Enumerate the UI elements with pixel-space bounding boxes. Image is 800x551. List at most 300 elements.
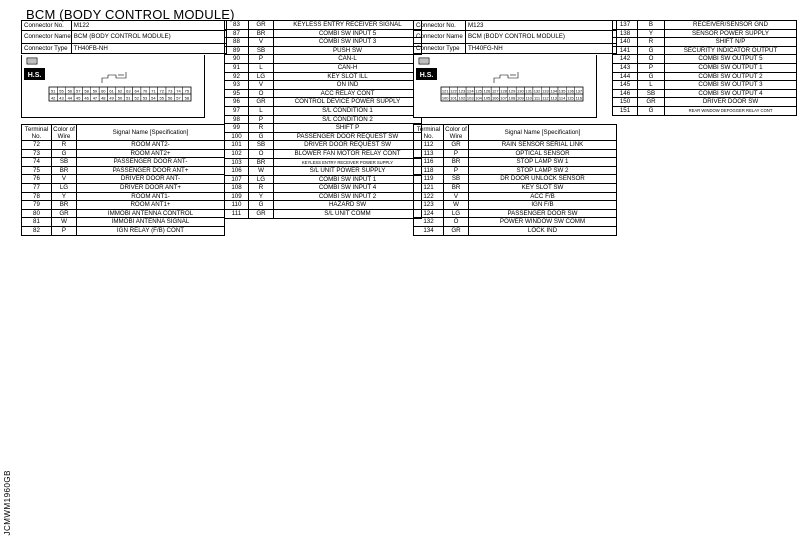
terminal-row <box>22 175 225 184</box>
signal-name: POWER WINDOW SW COMM <box>469 218 617 227</box>
terminal-no: 107 <box>225 175 249 184</box>
svg-text:H.S.: H.S. <box>419 72 434 79</box>
terminal-row <box>22 166 225 175</box>
wire-color: G <box>249 132 274 141</box>
terminal-row <box>414 141 617 150</box>
signal-name: IMMOBI ANTENNA CONTROL <box>77 209 225 218</box>
wire-color: G <box>52 149 77 158</box>
wire-color: W <box>249 167 274 176</box>
pin-number: 129 <box>508 88 516 94</box>
header-signal: Signal Name [Specification] <box>469 125 617 141</box>
pin-number: 135 <box>558 88 566 94</box>
signal-name: S/L UNIT POWER SUPPLY <box>274 167 422 176</box>
wire-color: G <box>249 201 274 210</box>
terminal-no: 123 <box>414 201 444 210</box>
header-color: Color of Wire <box>53 125 75 140</box>
wire-color: V <box>249 81 274 90</box>
terminal-row <box>225 55 422 64</box>
pin-number: 136 <box>567 88 574 94</box>
terminal-row <box>22 201 225 210</box>
header-terminal: Terminal No. <box>414 125 444 141</box>
pin-number: 124 <box>466 88 474 94</box>
terminal-row <box>613 38 797 47</box>
page-title: BCM (BODY CONTROL MODULE) <box>26 7 235 22</box>
wire-color: Y <box>638 29 665 38</box>
terminal-row <box>225 106 422 115</box>
terminal-row <box>22 218 225 227</box>
terminal-row <box>225 46 422 55</box>
terminal-row <box>22 209 225 218</box>
signal-name: BLOWER FAN MOTOR RELAY CONT <box>274 149 422 158</box>
wire-color: P <box>444 166 469 175</box>
connector-face-m123 <box>414 55 596 117</box>
wire-color: SB <box>638 89 665 98</box>
terminal-no: 92 <box>225 72 249 81</box>
pin-number: 48 <box>101 95 106 101</box>
wire-color: P <box>444 149 469 158</box>
pin-number: 59 <box>92 88 98 94</box>
pin-number: 110 <box>525 95 532 101</box>
terminal-no: 93 <box>225 81 249 90</box>
signal-name: PASSENGER DOOR ANT+ <box>77 166 225 175</box>
terminal-row <box>225 124 422 133</box>
terminal-no: 113 <box>414 149 444 158</box>
terminal-no: 76 <box>22 175 52 184</box>
signal-name: COMBI SW OUTPUT 2 <box>665 72 797 81</box>
signal-name: SENSOR POWER SUPPLY <box>665 29 797 38</box>
terminal-table-m123-b <box>612 20 797 116</box>
terminal-row <box>22 158 225 167</box>
pin-number: 75 <box>184 88 190 94</box>
terminal-row <box>22 226 225 235</box>
pin-number: 131 <box>525 88 533 94</box>
terminal-row <box>225 89 422 98</box>
terminal-no: 137 <box>613 21 638 30</box>
signal-name: SECURITY INDICATOR OUTPUT <box>665 46 797 55</box>
signal-name: S/L CONDITION 1 <box>274 106 422 115</box>
signal-name: KEYLESS ENTRY RECEIVER POWER SUPPLY <box>274 158 422 167</box>
pin-number: 126 <box>483 88 491 94</box>
terminal-row <box>613 98 797 107</box>
terminal-no: 121 <box>414 183 444 192</box>
wire-color: P <box>249 55 274 64</box>
signal-name: COMBI SW OUTPUT 4 <box>665 89 797 98</box>
signal-name: IMMOBI ANTENNA SIGNAL <box>77 218 225 227</box>
signal-name: COMBI SW INPUT 2 <box>274 192 422 201</box>
signal-name: COMBI SW INPUT 5 <box>274 29 422 38</box>
terminal-row <box>225 158 422 167</box>
wire-color: GR <box>638 98 665 107</box>
label-connector-name: Connector Name <box>22 31 72 44</box>
terminal-no: 150 <box>613 98 638 107</box>
terminal-no: 80 <box>22 209 52 218</box>
wire-color: O <box>249 89 274 98</box>
pin-number: 54 <box>151 95 156 101</box>
label-connector-no: Connector No. <box>414 21 466 31</box>
terminal-table-m122-a <box>21 124 225 236</box>
pin-number: 107 <box>500 95 507 101</box>
pin-number: 64 <box>134 88 139 94</box>
signal-name: ACC F/B <box>469 192 617 201</box>
wire-color: SB <box>444 175 469 184</box>
terminal-no: 77 <box>22 183 52 192</box>
terminal-row <box>414 218 617 227</box>
terminal-no: 79 <box>22 201 52 210</box>
terminal-no: 118 <box>414 166 444 175</box>
terminal-no: 146 <box>613 89 638 98</box>
pin-number: 51 <box>50 88 56 94</box>
pin-number: 116 <box>575 95 583 101</box>
header-color: Color of Wire <box>445 125 467 140</box>
pin-number: 42 <box>50 95 56 101</box>
wire-color: GR <box>249 210 274 219</box>
pin-number: 105 <box>483 95 491 101</box>
terminal-row <box>225 132 422 141</box>
pin-number: 62 <box>117 88 123 94</box>
terminal-no: 134 <box>414 226 444 235</box>
terminal-no: 145 <box>613 81 638 90</box>
pin-number: 58 <box>184 95 190 101</box>
terminal-row <box>22 192 225 201</box>
terminal-no: 95 <box>225 89 249 98</box>
connector-type-value: TH40FB-NH <box>71 44 226 54</box>
pin-number: 103 <box>466 95 474 101</box>
signal-name: CAN-L <box>274 55 422 64</box>
signal-name: STOP LAMP SW 2 <box>469 166 617 175</box>
terminal-row <box>613 46 797 55</box>
terminal-row <box>22 183 225 192</box>
terminal-no: 83 <box>225 21 249 30</box>
signal-name: IGN RELAY (F/B) CONT <box>77 226 225 235</box>
pin-number: 100 <box>441 95 449 101</box>
terminal-no: 144 <box>613 72 638 81</box>
terminal-no: 138 <box>613 29 638 38</box>
wire-color: B <box>638 21 665 30</box>
wire-color: O <box>249 149 274 158</box>
wire-color: W <box>444 201 469 210</box>
terminal-no: 151 <box>613 106 638 115</box>
pin-number: 128 <box>500 88 507 94</box>
figure-code: JCMWM1960GB <box>3 470 12 536</box>
signal-name: ROOM ANT1+ <box>77 201 225 210</box>
terminal-row <box>414 226 617 235</box>
pin-number: 127 <box>491 88 499 94</box>
terminal-row <box>613 106 797 115</box>
terminal-row <box>613 21 797 30</box>
signal-name: HAZARD SW <box>274 201 422 210</box>
wire-color: BR <box>444 183 469 192</box>
pin-number: 55 <box>159 95 164 101</box>
terminal-no: 72 <box>22 141 52 150</box>
wire-color: SB <box>52 158 77 167</box>
signal-name: CAN-H <box>274 63 422 72</box>
wire-color: L <box>249 106 274 115</box>
terminal-row <box>613 29 797 38</box>
terminal-row <box>414 201 617 210</box>
pin-number: 130 <box>517 88 524 94</box>
wire-color: G <box>638 106 665 115</box>
pin-number: 55 <box>59 88 64 94</box>
wire-color: BR <box>444 158 469 167</box>
wire-color: LG <box>52 183 77 192</box>
header-terminal: Terminal No. <box>22 125 52 141</box>
terminal-table-m123-a <box>413 124 617 236</box>
terminal-no: 97 <box>225 106 249 115</box>
pin-number: 70 <box>142 88 148 94</box>
terminal-no: 82 <box>22 226 52 235</box>
pin-number: 113 <box>550 95 557 101</box>
label-connector-no: Connector No. <box>22 21 72 31</box>
pin-number: 49 <box>109 95 114 101</box>
connector-info-m122 <box>21 20 227 54</box>
pin-number: 45 <box>76 95 81 101</box>
terminal-row <box>22 141 225 150</box>
signal-name: REAR WINDOW DEFOGGER RELAY CONT <box>665 106 797 115</box>
wire-color: L <box>638 81 665 90</box>
signal-name: COMBI SW OUTPUT 1 <box>665 63 797 72</box>
pin-number: 43 <box>59 95 64 101</box>
connector-name-value: BCM (BODY CONTROL MODULE) <box>71 31 226 44</box>
pin-number: 63 <box>126 88 131 94</box>
signal-name: DRIVER DOOR REQUEST SW <box>274 141 422 150</box>
terminal-row <box>225 98 422 107</box>
svg-text:H.S.: H.S. <box>27 72 42 79</box>
signal-name: STOP LAMP SW 1 <box>469 158 617 167</box>
wire-color: LG <box>249 72 274 81</box>
terminal-row <box>225 81 422 90</box>
pin-number: 125 <box>475 88 482 94</box>
terminal-table-m122-b <box>224 20 422 219</box>
terminal-no: 78 <box>22 192 52 201</box>
terminal-row <box>414 175 617 184</box>
terminal-row <box>613 81 797 90</box>
pin-number: 104 <box>475 95 482 101</box>
terminal-no: 143 <box>613 63 638 72</box>
pin-number: 52 <box>134 95 139 101</box>
terminal-row <box>613 89 797 98</box>
signal-name: PASSENGER DOOR REQUEST SW <box>274 132 422 141</box>
connector-no-value: M123 <box>466 21 617 31</box>
signal-name: KEY SLOT SW <box>469 183 617 192</box>
pin-number: 61 <box>109 88 114 94</box>
terminal-row <box>22 149 225 158</box>
terminal-no: 124 <box>414 209 444 218</box>
signal-name: COMBI SW INPUT 4 <box>274 184 422 193</box>
signal-name: SHIFT P <box>274 124 422 133</box>
wire-color: V <box>52 175 77 184</box>
pin-number: 112 <box>542 95 549 101</box>
terminal-row <box>414 149 617 158</box>
terminal-no: 89 <box>225 46 249 55</box>
terminal-no: 119 <box>414 175 444 184</box>
terminal-no: 74 <box>22 158 52 167</box>
signal-name: COMBI SW INPUT 3 <box>274 38 422 47</box>
signal-name: COMBI SW OUTPUT 3 <box>665 81 797 90</box>
terminal-no: 99 <box>225 124 249 133</box>
terminal-no: 88 <box>225 38 249 47</box>
terminal-no: 90 <box>225 55 249 64</box>
pin-number: 134 <box>550 88 558 94</box>
wire-color: LG <box>249 175 274 184</box>
signal-name: PASSENGER DOOR SW <box>469 209 617 218</box>
signal-name: LOCK IND <box>469 226 617 235</box>
terminal-row <box>225 115 422 124</box>
wire-color: GR <box>444 226 469 235</box>
pin-number: 102 <box>458 95 466 101</box>
pin-number: 51 <box>126 95 131 101</box>
wire-color: O <box>444 218 469 227</box>
terminal-no: 106 <box>225 167 249 176</box>
terminal-row <box>225 29 422 38</box>
terminal-no: 112 <box>414 141 444 150</box>
signal-name: DRIVER DOOR ANT- <box>77 175 225 184</box>
pin-number: 53 <box>142 95 148 101</box>
wire-color: BR <box>249 29 274 38</box>
wire-color: W <box>52 218 77 227</box>
wire-color: R <box>638 38 665 47</box>
terminal-row <box>225 38 422 47</box>
connector-type-value: TH40FG-NH <box>466 44 617 54</box>
label-connector-type: Connector Type <box>22 44 72 54</box>
terminal-no: 102 <box>225 149 249 158</box>
terminal-no: 87 <box>225 29 249 38</box>
pin-number: 60 <box>101 88 106 94</box>
wire-color: SB <box>249 46 274 55</box>
terminal-row <box>225 141 422 150</box>
signal-name: PUSH SW <box>274 46 422 55</box>
signal-name: ROOM ANT2- <box>77 141 225 150</box>
pin-number: 123 <box>458 88 466 94</box>
signal-name: CONTROL DEVICE POWER SUPPLY <box>274 98 422 107</box>
signal-name: S/L CONDITION 2 <box>274 115 422 124</box>
terminal-no: 141 <box>613 46 638 55</box>
signal-name: KEYLESS ENTRY RECEIVER SIGNAL <box>274 21 422 30</box>
terminal-row <box>225 210 422 219</box>
wire-color: GR <box>249 21 274 30</box>
terminal-no: 73 <box>22 149 52 158</box>
terminal-row <box>225 184 422 193</box>
terminal-no: 75 <box>22 166 52 175</box>
signal-name: ROOM ANT1- <box>77 192 225 201</box>
pin-number: 132 <box>533 88 541 94</box>
terminal-no: 110 <box>225 201 249 210</box>
wire-color: G <box>638 72 665 81</box>
header-signal: Signal Name [Specification] <box>77 125 225 141</box>
signal-name: PASSENGER DOOR ANT- <box>77 158 225 167</box>
pin-number: 109 <box>517 95 524 101</box>
wire-color: SB <box>249 141 274 150</box>
pin-number: 114 <box>558 95 566 101</box>
signal-name: DRIVER DOOR SW <box>665 98 797 107</box>
wire-color: P <box>638 63 665 72</box>
label-connector-name: Connector Name <box>414 31 466 44</box>
pin-number: 74 <box>176 88 181 94</box>
terminal-no: 140 <box>613 38 638 47</box>
wire-color: V <box>444 192 469 201</box>
terminal-row <box>414 158 617 167</box>
signal-name: DR DOOR UNLOCK SENSOR <box>469 175 617 184</box>
pin-number: 121 <box>441 88 449 94</box>
wire-color: G <box>638 46 665 55</box>
wire-color: R <box>249 124 274 133</box>
terminal-no: 100 <box>225 132 249 141</box>
pin-number: 71 <box>151 88 156 94</box>
signal-name: COMBI SW OUTPUT 5 <box>665 55 797 64</box>
terminal-row <box>225 192 422 201</box>
wire-color: GR <box>52 209 77 218</box>
terminal-no: 116 <box>414 158 444 167</box>
pin-number: 44 <box>67 95 73 101</box>
wire-color: V <box>249 38 274 47</box>
wire-color: GR <box>249 98 274 107</box>
signal-name: IGN F/B <box>469 201 617 210</box>
pin-number: 137 <box>575 88 583 94</box>
signal-name: S/L UNIT COMM <box>274 210 422 219</box>
label-connector-type: Connector Type <box>414 44 466 54</box>
wire-color: L <box>249 63 274 72</box>
pin-number: 72 <box>159 88 164 94</box>
wire-color: GR <box>444 141 469 150</box>
terminal-no: 103 <box>225 158 249 167</box>
terminal-no: 108 <box>225 184 249 193</box>
pin-number: 111 <box>534 95 541 101</box>
pin-number: 57 <box>176 95 181 101</box>
connector-diagram-m123 <box>413 55 597 118</box>
terminal-no: 111 <box>225 210 249 219</box>
wire-color: P <box>249 115 274 124</box>
terminal-row <box>613 55 797 64</box>
terminal-row <box>613 72 797 81</box>
connector-diagram-m122 <box>21 55 205 118</box>
terminal-row <box>414 166 617 175</box>
signal-name: RAIN SENSOR SERIAL LINK <box>469 141 617 150</box>
terminal-no: 142 <box>613 55 638 64</box>
terminal-row <box>414 209 617 218</box>
signal-name: ON IND <box>274 81 422 90</box>
pin-number: 106 <box>491 95 499 101</box>
terminal-no: 98 <box>225 115 249 124</box>
terminal-no: 81 <box>22 218 52 227</box>
connector-no-value: M122 <box>71 21 226 31</box>
wire-color: BR <box>52 166 77 175</box>
terminal-row <box>225 175 422 184</box>
connector-face-m122 <box>22 55 204 117</box>
terminal-row <box>225 21 422 30</box>
pin-number: 108 <box>508 95 516 101</box>
signal-name: KEY SLOT ILL <box>274 72 422 81</box>
signal-name: OPTICAL SENSOR <box>469 149 617 158</box>
wire-color: BR <box>52 201 77 210</box>
terminal-no: 101 <box>225 141 249 150</box>
wire-color: O <box>638 55 665 64</box>
pin-number: 101 <box>450 95 457 101</box>
wire-color: Y <box>249 192 274 201</box>
terminal-no: 109 <box>225 192 249 201</box>
pin-number: 50 <box>117 95 123 101</box>
pin-number: 115 <box>567 95 574 101</box>
pin-number: 73 <box>167 88 173 94</box>
terminal-row <box>225 167 422 176</box>
pin-number: 46 <box>84 95 89 101</box>
signal-name: COMBI SW INPUT 1 <box>274 175 422 184</box>
terminal-no: 122 <box>414 192 444 201</box>
wire-color: R <box>52 141 77 150</box>
pin-number: 122 <box>450 88 457 94</box>
connector-name-value: BCM (BODY CONTROL MODULE) <box>466 31 617 44</box>
signal-name: RECEIVER/SENSOR GND <box>665 21 797 30</box>
terminal-row <box>225 72 422 81</box>
signal-name: ROOM ANT2+ <box>77 149 225 158</box>
